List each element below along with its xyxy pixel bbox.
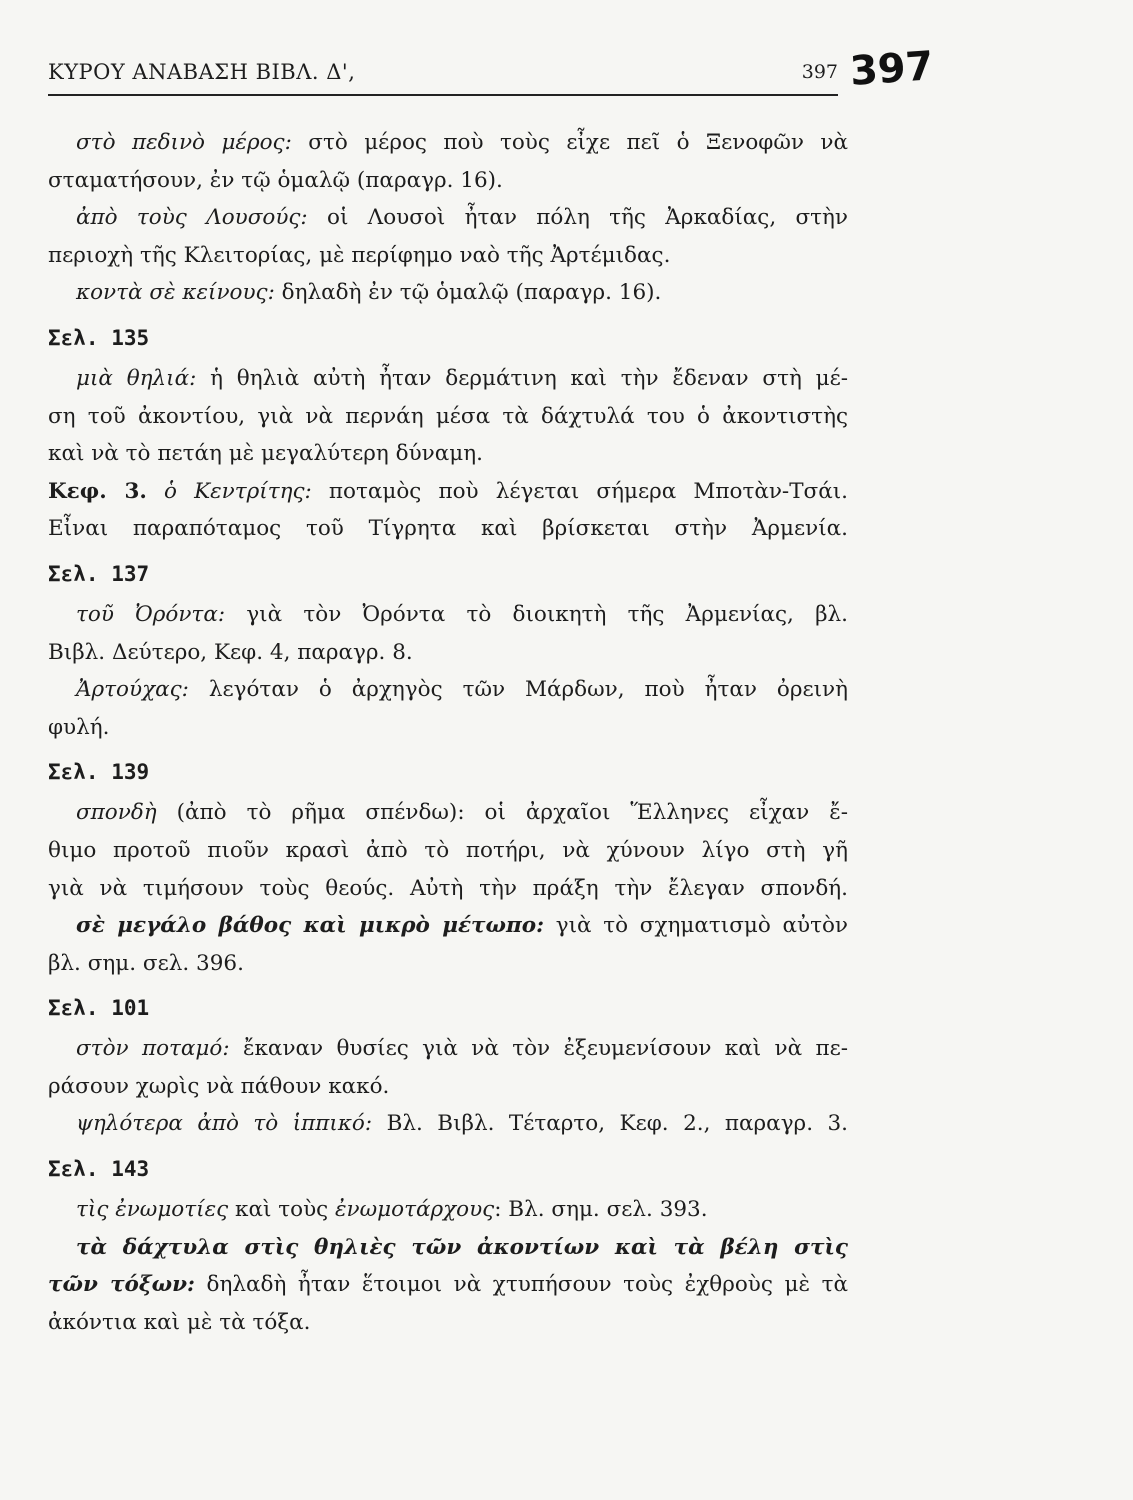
text-line	[48, 124, 848, 162]
text-line	[48, 671, 848, 709]
line-text: : Βλ. σημ. σελ. 393.	[494, 1197, 708, 1223]
running-title: ΚΥΡΟΥ ΑΝΑΒΑΣΗ ΒΙΒΛ. Δ',	[48, 60, 356, 84]
running-header	[48, 58, 838, 96]
text-line	[48, 473, 848, 511]
line-text: φυλή.	[48, 714, 110, 740]
commentary-text	[48, 124, 848, 1341]
line-text: ποταμὸς ποὺ λέγεται σήμερα Μποτὰν-Τσάι.	[311, 478, 848, 504]
text-line	[48, 435, 848, 473]
term: ἐνωμοτάρχους	[335, 1197, 495, 1223]
term: στὸ πεδινὸ μέρος:	[76, 130, 292, 155]
line-text: καὶ τοὺς	[228, 1197, 336, 1223]
line-text: (ἀπὸ τὸ ρῆμα σπένδω): οἱ ἀρχαῖοι Ἕλληνες εἶχαν ἔ-	[156, 800, 848, 826]
text-line	[48, 398, 848, 436]
term: σπονδὴ	[76, 800, 157, 826]
term: τὰ δάχτυλα στὶς θηλιὲς τῶν ἀκοντίων καὶ τὰ βέλη στὶς	[76, 1234, 848, 1260]
line-text: βλ. σημ. σελ. 396.	[48, 950, 244, 976]
text-line	[48, 596, 848, 634]
line-text: Βλ. Βιβλ. Τέταρτο, Κεφ. 2., παραγρ. 3.	[372, 1111, 848, 1137]
section-heading: Σελ. 137	[48, 561, 150, 586]
line-text: Βιβλ. Δεύτερο, Κεφ. 4, παραγρ. 8.	[48, 639, 413, 665]
text-line	[48, 360, 848, 398]
term: τοῦ Ὀρόντα:	[76, 601, 226, 627]
line-text: ἀκόντια καὶ μὲ τὰ τόξα.	[48, 1309, 311, 1335]
handwritten-page-number: 397	[848, 43, 936, 95]
text-line	[48, 1068, 848, 1106]
text-line	[48, 1266, 848, 1304]
line-text: δηλαδὴ ἐν τῷ ὁμαλῷ (παραγρ. 16).	[274, 280, 662, 306]
term: ἀπὸ τοὺς Λουσούς:	[76, 205, 308, 231]
term: Ἀρτούχας:	[76, 677, 189, 703]
text-line	[48, 199, 848, 237]
term: σὲ μεγάλο βάθος καὶ μικρὸ μέτωπο:	[76, 913, 545, 939]
text-line	[48, 907, 848, 945]
line-text: λεγόταν ὁ ἀρχηγὸς τῶν Μάρδων, ποὺ ἦταν ὀρεινὴ	[188, 677, 848, 703]
text-line	[48, 1191, 848, 1229]
text-line	[48, 237, 848, 275]
line-text: ἡ θηλιὰ αὐτὴ ἦταν δερμάτινη καὶ τὴν ἔδεναν στὴ μέ-	[196, 365, 848, 391]
text-line	[48, 1105, 848, 1143]
section-heading: Σελ. 135	[48, 325, 150, 350]
line-text: δηλαδὴ ἦταν ἕτοιμοι νὰ χτυπήσουν τοὺς ἐχθροὺς μὲ τὰ	[194, 1272, 848, 1298]
text-line	[48, 945, 848, 983]
line-text: ἔκαναν θυσίες γιὰ νὰ τὸν ἐξευμενίσουν καὶ νὰ πε-	[229, 1036, 848, 1062]
text-line	[48, 870, 848, 908]
term: μιὰ θηλιά:	[76, 365, 197, 391]
line-text: περιοχὴ τῆς Κλειτορίας, μὲ περίφημο ναὸ τῆς Ἀρτέμιδας.	[48, 242, 671, 268]
text-line	[48, 634, 848, 672]
text-line	[48, 709, 848, 747]
term: ψηλότερα ἀπὸ τὸ ἱππικό:	[76, 1111, 373, 1137]
section-heading: Σελ. 143	[48, 1157, 150, 1182]
line-text: γιὰ νὰ τιμήσουν τοὺς θεούς. Αὐτὴ τὴν πράξη τὴν ἔλεγαν σπονδή.	[48, 875, 848, 901]
line-text: Εἶναι παραπόταμος τοῦ Τίγρητα καὶ βρίσκεται στὴν Ἀρμενία.	[48, 516, 848, 542]
line-text: ράσουν χωρὶς νὰ πάθουν κακό.	[48, 1073, 390, 1099]
text-line	[48, 162, 848, 200]
line-text: ση τοῦ ἀκοντίου, γιὰ νὰ περνάη μέσα τὰ δάχτυλά του ὁ ἀκοντιστὴς	[48, 403, 848, 429]
page-number: 397	[801, 61, 838, 83]
line-text: γιὰ τὸ σχηματισμὸ αὐτὸν	[544, 913, 848, 939]
line-text: σταματήσουν, ἐν τῷ ὁμαλῷ (παραγρ. 16).	[48, 167, 503, 193]
section-heading: Σελ. 101	[48, 996, 150, 1021]
text-line	[48, 1030, 848, 1068]
term: τὶς ἐνωμοτίες	[76, 1197, 229, 1223]
section-heading: Σελ. 139	[48, 760, 150, 785]
line-text: στὸ μέρος ποὺ τοὺς εἶχε πεῖ ὁ Ξενοφῶν νὰ	[291, 130, 848, 155]
term: κοντὰ σὲ κείνους:	[76, 280, 275, 306]
text-line	[48, 832, 848, 870]
chapter-label: Κεφ. 3.	[48, 478, 147, 504]
line-text: καὶ νὰ τὸ πετάη μὲ μεγαλύτερη δύναμη.	[48, 441, 483, 467]
line-text: θιμο προτοῦ πιοῦν κρασὶ ἀπὸ τὸ ποτήρι, νὰ χύνουν λίγο στὴ γῆ	[48, 837, 848, 863]
line-text: γιὰ τὸν Ὀρόντα τὸ διοικητὴ τῆς Ἀρμενίας, βλ.	[225, 601, 848, 627]
text-line	[48, 1304, 848, 1342]
text-line	[48, 1229, 848, 1267]
text-line	[48, 794, 848, 832]
term: ὁ Κεντρίτης:	[146, 478, 312, 504]
term: στὸν ποταμό:	[76, 1036, 230, 1062]
line-text: οἱ Λουσοὶ ἦταν πόλη τῆς Ἀρκαδίας, στὴν	[307, 205, 848, 231]
text-line	[48, 510, 848, 548]
text-line	[48, 274, 848, 312]
term: τῶν τόξων:	[48, 1272, 195, 1298]
